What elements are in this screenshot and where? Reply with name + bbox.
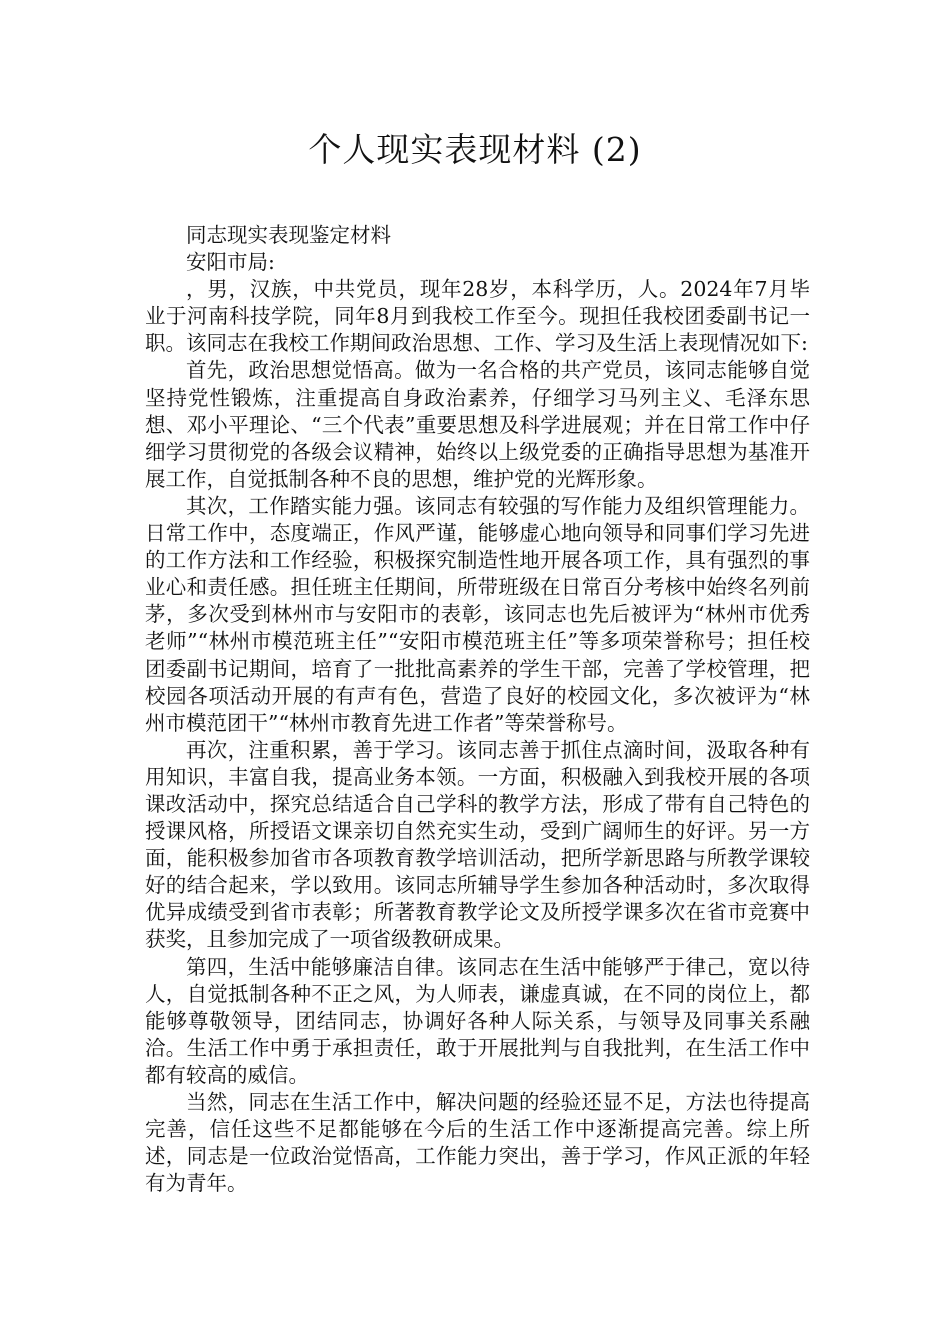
paragraph-learning: 再次，注重积累，善于学习。该同志善于抓住点滴时间，汲取各种有用知识，丰富自我，提高业务本领。一方面，积极融入到我校开展的各项课改活动中，探究总结适合自己学科的教学方法，形成了带有自己特色的授课风格，所授语文课亲切自然充实生动，受到广阔师生的好评。另一方面，能积极参加省市各项教育教学培训活动，把所学新思路与所教学课较好的结合起来，学以致用。该同志所辅导学生参加各种活动时，多次取得优异成绩受到省市表彰；所著教育教学论文及所授学课多次在省市竞赛中获奖，且参加完成了一项省级教研成果。 (145, 737, 810, 952)
document-body (145, 222, 810, 1197)
paragraph-heading: 同志现实表现鉴定材料 (186, 223, 391, 247)
paragraph-political: 首先，政治思想觉悟高。做为一名合格的共产党员，该同志能够自觉坚持党性锻炼，注重提高自身政治素养，仔细学习马列主义、毛泽东思想、邓小平理论、“三个代表”重要思想及科学进展观；并在日常工作中仔细学习贯彻党的各级会议精神，始终以上级党委的正确指导思想为基准开展工作，自觉抵制各种不良的思想，维护党的光辉形象。 (145, 358, 810, 491)
paragraph-addressee: 安阳市局: (186, 250, 275, 275)
paragraph-conclusion: 当然，同志在生活工作中，解决问题的经验还显不足，方法也待提高完善，信任这些不足都能够在今后的生活工作中逐渐提高完善。综上所述，同志是一位政治觉悟高，工作能力突出，善于学习，作风正派的年轻有为青年。 (145, 1090, 810, 1196)
paragraph-work-ability: 其次，工作踏实能力强。该同志有较强的写作能力及组织管理能力。日常工作中，态度端正，作风严谨，能够虚心地向领导和同事们学习先进的工作方法和工作经验，积极探究制造性地开展各项工作，具有强烈的事业心和责任感。担任班主任期间，所带班级在日常百分考核中始终名列前茅，多次受到林州市与安阳市的表彰，该同志也先后被评为“林州市优秀老师”“林州市模范班主任”“安阳市模范班主任”等多项荣誉称号；担任校团委副书记期间，培育了一批批高素养的学生干部，完善了学校管理，把校园各项活动开展的有声有色，营造了良好的校园文化，多次被评为“林州市模范团干”“林州市教育先进工作者”等荣誉称号。 (145, 493, 810, 735)
paragraph-intro: ，男，汉族，中共党员，现年28岁，本科学历，人。2024年7月毕业于河南科技学院，同年8月到我校工作至今。现担任我校团委副书记一职。该同志在我校工作期间政治思想、工作、学习及生活上表现情况如下: (145, 277, 810, 356)
document-title: 个人现实表现材料 (2) (308, 130, 642, 169)
paragraph-integrity: 第四，生活中能够廉洁自律。该同志在生活中能够严于律己，宽以待人，自觉抵制各种不正之风，为人师表，谦虚真诚，在不同的岗位上，都能够尊敬领导，团结同志，协调好各种人际关系，与领导及同事关系融洽。生活工作中勇于承担责任，敢于开展批判与自我批判，在生活工作中都有较高的威信。 (145, 954, 810, 1087)
